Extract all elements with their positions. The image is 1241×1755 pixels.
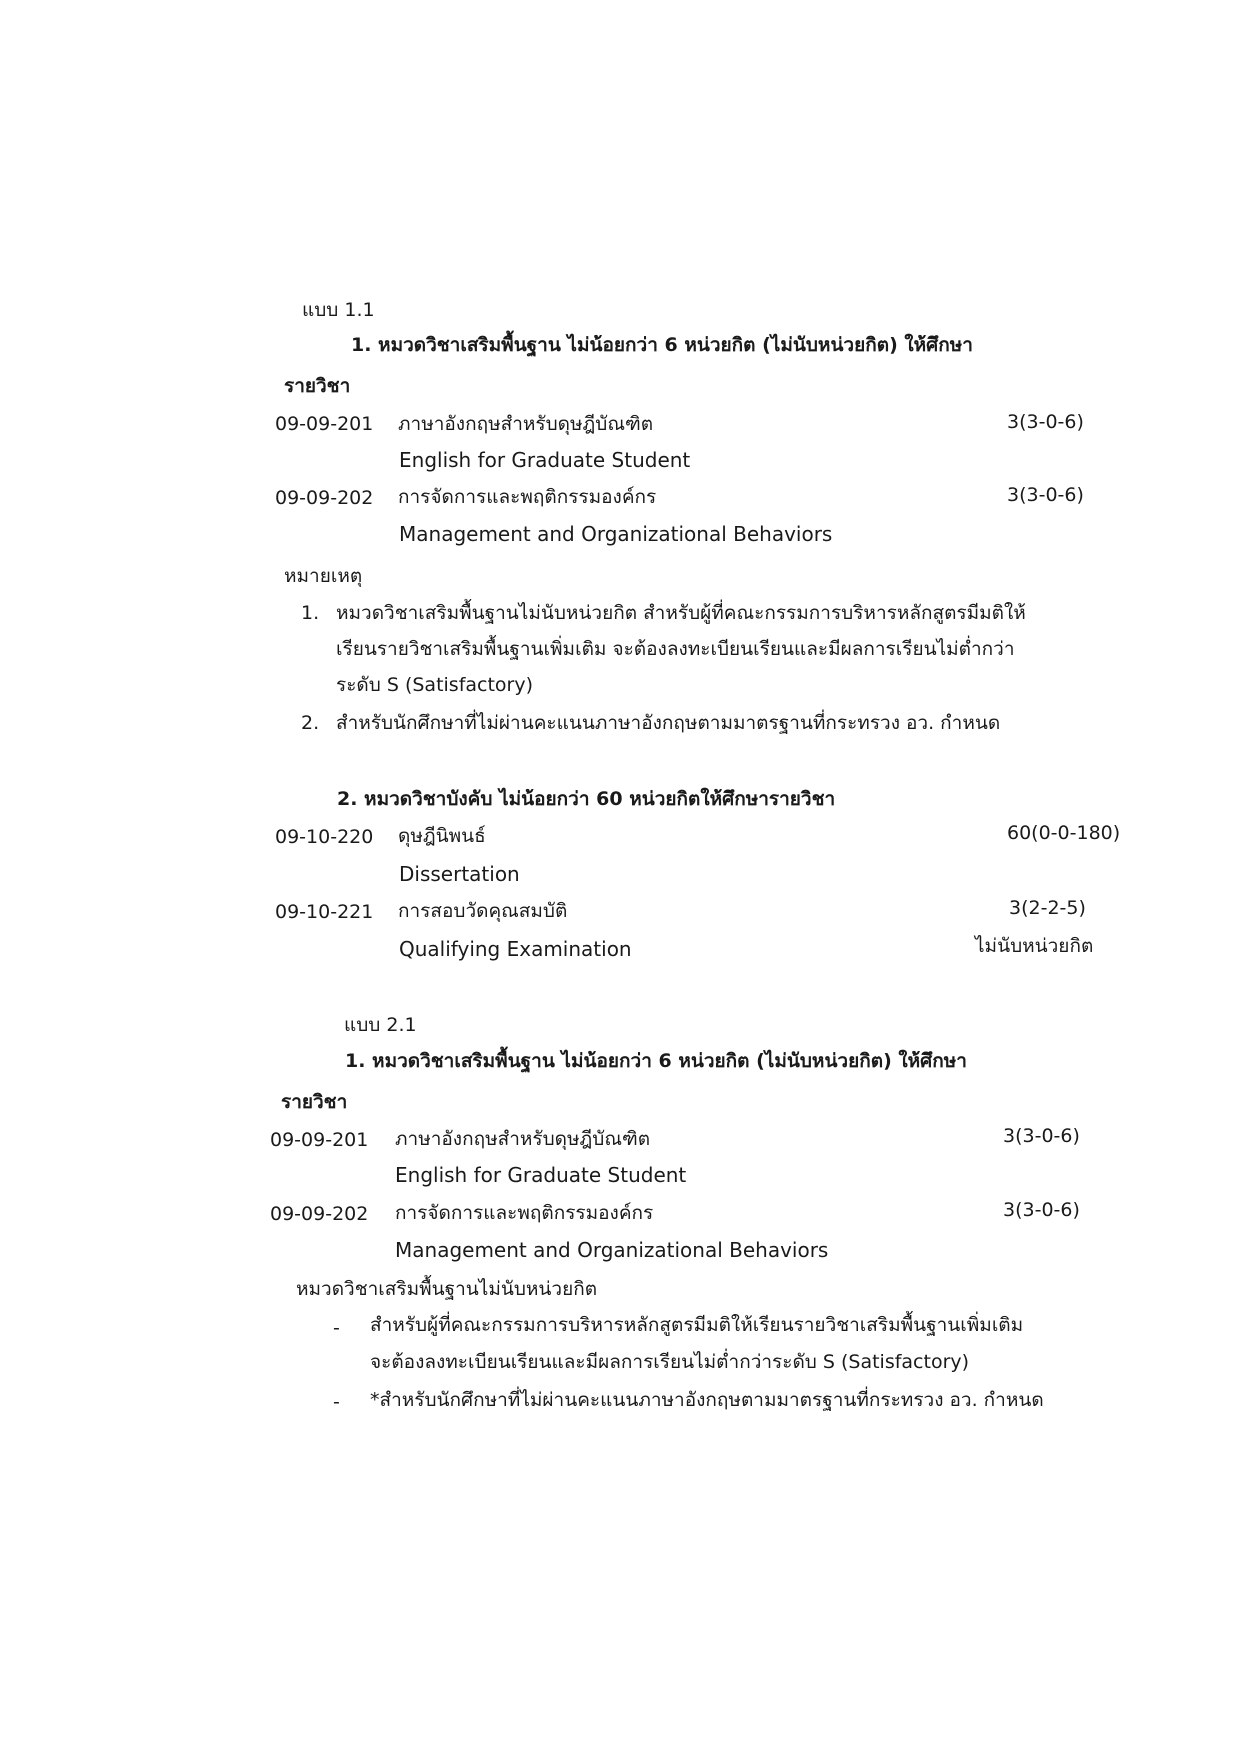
course-name-th: ภาษาอังกฤษสำหรับดุษฎีบัณฑิต bbox=[395, 1128, 651, 1150]
course-credits: 3(3-0-6) bbox=[1007, 484, 1084, 506]
course-credits: 3(3-0-6) bbox=[1007, 411, 1084, 433]
note-label: หมวดวิชาเสริมพื้นฐานไม่นับหน่วยกิต bbox=[296, 1278, 598, 1300]
course-name-en: English for Graduate Student bbox=[395, 1163, 687, 1187]
course-name-th: การจัดการและพฤติกรรมองค์กร bbox=[398, 486, 657, 508]
course-code: 09-10-220 bbox=[275, 826, 374, 848]
course-code: 09-09-201 bbox=[275, 413, 374, 435]
credits-note: ไม่นับหน่วยกิต bbox=[975, 935, 1094, 957]
course-name-th: การสอบวัดคุณสมบัติ bbox=[398, 900, 568, 922]
plan-2-1-group1-heading-cont: รายวิชา bbox=[281, 1091, 348, 1113]
note-number: 1. bbox=[301, 602, 320, 624]
bullet-line: สำหรับผู้ที่คณะกรรมการบริหารหลักสูตรมีมติให้เรียนรายวิชาเสริมพื้นฐานเพิ่มเติม bbox=[370, 1314, 1024, 1336]
course-name-th: ดุษฎีนิพนธ์ bbox=[398, 825, 486, 847]
bullet-line: *สำหรับนักศึกษาที่ไม่ผ่านคะแนนภาษาอังกฤษตามมาตรฐานที่กระทรวง อว. กำหนด bbox=[370, 1389, 1044, 1411]
course-name-en: Dissertation bbox=[399, 862, 520, 886]
course-code: 09-10-221 bbox=[275, 901, 374, 923]
plan-1-1-title: แบบ 1.1 bbox=[302, 299, 375, 321]
plan-1-1-group1-heading: 1. หมวดวิชาเสริมพื้นฐาน ไม่น้อยกว่า 6 หน่วยกิต (ไม่นับหน่วยกิต) ให้ศึกษา bbox=[351, 334, 973, 356]
note-line: ระดับ S (Satisfactory) bbox=[336, 674, 534, 696]
course-credits: 3(3-0-6) bbox=[1003, 1125, 1080, 1147]
bullet-mark: - bbox=[333, 1391, 340, 1413]
plan-1-1-group1-heading-cont: รายวิชา bbox=[284, 375, 351, 397]
course-code: 09-09-201 bbox=[270, 1129, 369, 1151]
note-number: 2. bbox=[301, 712, 320, 734]
course-name-th: ภาษาอังกฤษสำหรับดุษฎีบัณฑิต bbox=[398, 413, 654, 435]
plan-1-1-group2-heading: 2. หมวดวิชาบังคับ ไม่น้อยกว่า 60 หน่วยกิตให้ศึกษารายวิชา bbox=[337, 788, 836, 810]
note-line: สำหรับนักศึกษาที่ไม่ผ่านคะแนนภาษาอังกฤษตามมาตรฐานที่กระทรวง อว. กำหนด bbox=[336, 712, 1001, 734]
bullet-line: จะต้องลงทะเบียนเรียนและมีผลการเรียนไม่ต่ำกว่าระดับ S (Satisfactory) bbox=[370, 1351, 970, 1373]
course-name-en: Management and Organizational Behaviors bbox=[395, 1238, 829, 1262]
course-credits: 60(0-0-180) bbox=[1007, 822, 1121, 844]
course-credits: 3(2-2-5) bbox=[1009, 897, 1086, 919]
note-line: หมวดวิชาเสริมพื้นฐานไม่นับหน่วยกิต สำหรับผู้ที่คณะกรรมการบริหารหลักสูตรมีมติให้ bbox=[336, 602, 1026, 624]
course-name-en: Qualifying Examination bbox=[399, 937, 632, 961]
course-code: 09-09-202 bbox=[270, 1203, 369, 1225]
plan-2-1-title: แบบ 2.1 bbox=[344, 1014, 417, 1036]
bullet-mark: - bbox=[333, 1317, 340, 1339]
note-line: เรียนรายวิชาเสริมพื้นฐานเพิ่มเติม จะต้องลงทะเบียนเรียนและมีผลการเรียนไม่ต่ำกว่า bbox=[336, 638, 1015, 660]
plan-2-1-group1-heading: 1. หมวดวิชาเสริมพื้นฐาน ไม่น้อยกว่า 6 หน่วยกิต (ไม่นับหน่วยกิต) ให้ศึกษา bbox=[345, 1050, 967, 1072]
course-name-en: Management and Organizational Behaviors bbox=[399, 522, 833, 546]
course-name-en: English for Graduate Student bbox=[399, 448, 691, 472]
course-code: 09-09-202 bbox=[275, 487, 374, 509]
course-name-th: การจัดการและพฤติกรรมองค์กร bbox=[395, 1202, 654, 1224]
course-credits: 3(3-0-6) bbox=[1003, 1199, 1080, 1221]
note-label: หมายเหตุ bbox=[284, 565, 363, 587]
